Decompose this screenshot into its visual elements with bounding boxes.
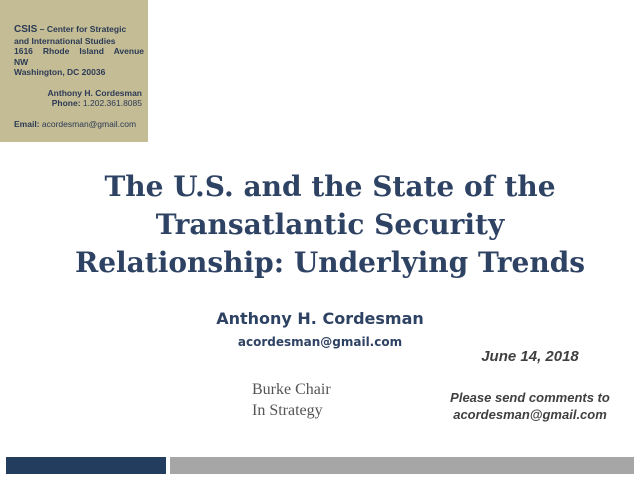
comments-line1: Please send comments to xyxy=(450,390,610,405)
contact-info-box xyxy=(0,0,148,142)
email-value: acordesman@gmail.com xyxy=(41,118,137,129)
author-email: acordesman@gmail.com xyxy=(237,335,403,349)
contact-phone xyxy=(14,98,142,109)
footer-bar-gray xyxy=(170,457,634,474)
slide-title-line2: Transatlantic Security xyxy=(155,208,505,241)
contact-email xyxy=(14,119,144,130)
author-name: Anthony H. Cordesman xyxy=(216,309,424,328)
comments-line2: acordesman@gmail.com xyxy=(453,407,607,422)
org-name-line2: and International Studies xyxy=(14,35,116,46)
comments-note xyxy=(425,389,635,423)
chair-line1: Burke Chair xyxy=(252,381,331,398)
phone-value: 1.202.361.8085 xyxy=(82,98,142,108)
address-line3: Washington, DC 20036 xyxy=(14,67,106,77)
org-name-line1: Center for Strategic xyxy=(46,24,127,34)
slide-title-line1: The U.S. and the State of the xyxy=(104,170,556,203)
chair-line2: In Strategy xyxy=(252,402,323,419)
footer-bar-navy xyxy=(6,457,166,474)
presentation-date: June 14, 2018 xyxy=(481,348,579,365)
address-line1: 1616 Rhode Island Avenue xyxy=(14,46,144,56)
contact-person-name: Anthony H. Cordesman xyxy=(47,87,142,98)
address-line2: NW xyxy=(14,56,29,67)
contact-person xyxy=(14,88,144,109)
org-dash: – xyxy=(39,24,45,34)
slide-title-line3: Relationship: Underlying Trends xyxy=(74,246,586,279)
phone-label: Phone: xyxy=(51,98,81,108)
org-line xyxy=(14,24,144,46)
address xyxy=(14,46,144,78)
org-abbreviation: CSIS xyxy=(14,24,38,35)
email-label: Email: xyxy=(14,118,40,129)
slide-title xyxy=(20,168,640,282)
burke-chair xyxy=(252,379,331,421)
